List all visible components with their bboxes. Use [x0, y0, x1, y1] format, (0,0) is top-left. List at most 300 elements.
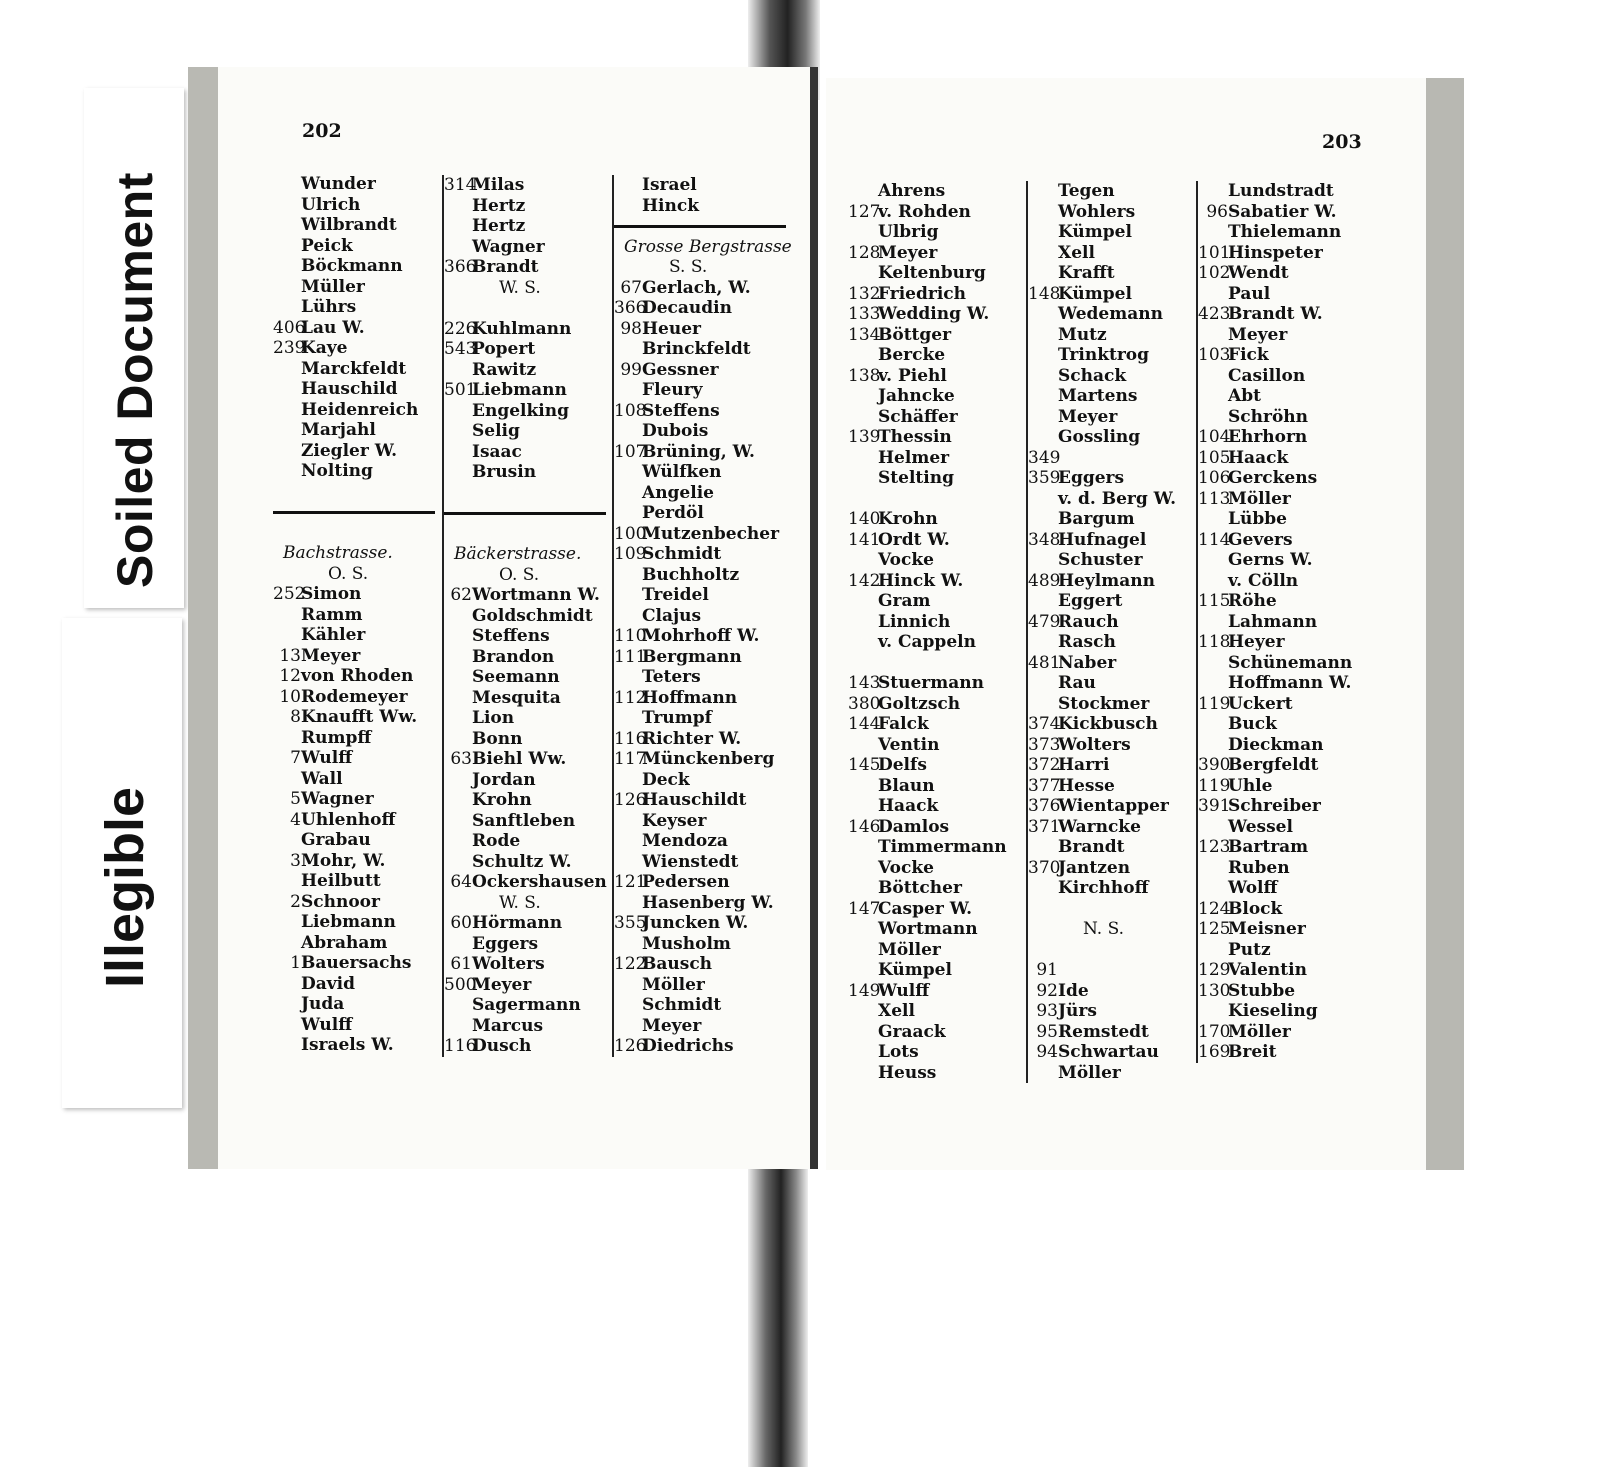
resident-name: v. d. Berg W. — [1058, 488, 1177, 509]
directory-entry — [614, 524, 794, 545]
resident-name: Hertz — [472, 216, 526, 236]
house-number: 60 — [450, 913, 472, 933]
directory-entry — [273, 994, 443, 1015]
resident-name: Schreiber — [1228, 796, 1321, 816]
directory-entry — [273, 851, 443, 872]
directory-entry — [848, 181, 1024, 202]
resident-name: Haack — [878, 796, 939, 816]
resident-name: Wolters — [472, 954, 545, 974]
resident-name: Haack — [1228, 447, 1289, 468]
house-number: 108 — [614, 400, 647, 421]
resident-name: Ziegler W. — [301, 440, 398, 461]
resident-name: Kuhlmann — [472, 318, 572, 339]
directory-entry — [1028, 714, 1198, 735]
right-column-2 — [1026, 181, 1198, 1083]
directory-entry — [273, 584, 443, 605]
directory-entry — [614, 729, 794, 750]
resident-name: Kickbusch — [1058, 714, 1158, 734]
directory-entry — [1028, 1063, 1198, 1084]
house-number: 102 — [1198, 263, 1231, 283]
spacer — [444, 298, 614, 319]
house-number: 119 — [1198, 693, 1231, 714]
directory-entry — [1028, 468, 1198, 489]
house-number: 126 — [614, 1036, 647, 1056]
house-number: 63 — [450, 749, 472, 769]
resident-name: Möller — [1228, 1021, 1291, 1042]
house-number: 112 — [614, 687, 647, 708]
directory-entry — [614, 462, 794, 483]
directory-entry — [1198, 181, 1388, 202]
resident-name: Valentin — [1228, 960, 1307, 980]
resident-name: Hinspeter — [1228, 242, 1323, 263]
house-number: 366 — [444, 257, 477, 277]
resident-name: Hauschildt — [642, 790, 747, 810]
directory-entry — [614, 831, 794, 852]
resident-name: Hertz — [472, 195, 526, 216]
resident-name: Putz — [1228, 939, 1271, 960]
resident-name: Brandt — [1058, 837, 1125, 857]
directory-entry — [848, 858, 1024, 879]
directory-entry — [1198, 448, 1388, 469]
spacer — [1028, 899, 1198, 920]
resident-name: Schmidt — [642, 544, 722, 564]
directory-entry — [273, 605, 443, 626]
resident-name: Möller — [878, 939, 941, 960]
directory-entry — [848, 427, 1024, 448]
resident-name: Wolff — [1228, 878, 1278, 898]
directory-entry — [1028, 345, 1198, 366]
resident-name: Deck — [642, 769, 690, 790]
directory-entry — [273, 625, 443, 646]
resident-name: Rawitz — [472, 359, 537, 380]
resident-name: Rode — [472, 831, 521, 851]
directory-entry — [1198, 776, 1388, 797]
resident-name: Schack — [1058, 365, 1127, 386]
directory-entry — [614, 175, 794, 196]
resident-name: Schröhn — [1228, 406, 1309, 427]
directory-entry — [444, 216, 614, 237]
directory-entry — [1028, 612, 1198, 633]
directory-entry — [273, 789, 443, 810]
resident-name: Ulbrig — [878, 222, 939, 242]
resident-name: Wall — [301, 768, 343, 789]
resident-name: Kähler — [301, 625, 366, 645]
resident-name: Angelie — [642, 482, 714, 503]
directory-entry — [1198, 632, 1388, 653]
directory-entry — [273, 400, 443, 421]
directory-entry — [444, 995, 614, 1016]
street-side-label: O. S. — [499, 564, 540, 585]
house-number: 372 — [1028, 755, 1061, 775]
house-number: 314 — [444, 175, 477, 195]
directory-entry — [1198, 509, 1388, 530]
resident-name: Goldschmidt — [472, 605, 593, 626]
resident-name: Gerckens — [1228, 468, 1318, 488]
resident-name: Liebmann — [472, 380, 567, 400]
resident-name: Perdöl — [642, 503, 704, 523]
directory-entry — [614, 647, 794, 668]
directory-entry — [273, 297, 443, 318]
directory-entry — [1198, 468, 1388, 489]
house-number: 377 — [1028, 775, 1061, 796]
directory-entry — [1198, 386, 1388, 407]
directory-entry — [1028, 837, 1198, 858]
directory-entry — [444, 975, 614, 996]
directory-entry — [1028, 284, 1198, 305]
directory-entry — [1198, 612, 1388, 633]
house-number: 110 — [614, 626, 647, 646]
house-number: 91 — [1036, 960, 1058, 980]
house-number: 1 — [290, 953, 301, 973]
directory-entry — [273, 728, 443, 749]
directory-entry — [614, 278, 794, 299]
directory-entry — [614, 380, 794, 401]
resident-name: Knaufft Ww. — [301, 707, 418, 727]
street-side-label: W. S. — [499, 892, 541, 913]
resident-name: Seemann — [472, 667, 560, 687]
directory-entry — [444, 237, 614, 258]
page-number-left: 202 — [302, 120, 342, 142]
house-number: 5 — [290, 789, 301, 809]
directory-entry — [444, 626, 614, 647]
resident-name: Falck — [878, 714, 929, 734]
resident-name: Friedrich — [878, 283, 967, 304]
house-number: 114 — [1198, 529, 1231, 550]
directory-entry — [273, 215, 443, 236]
house-number: 139 — [848, 427, 881, 447]
directory-entry — [614, 298, 794, 319]
directory-entry — [848, 878, 1024, 899]
resident-name: Ide — [1058, 980, 1089, 1001]
directory-entry — [273, 707, 443, 728]
directory-entry — [273, 871, 443, 892]
resident-name: Böckmann — [301, 256, 403, 276]
directory-entry — [614, 913, 794, 934]
house-number: 391 — [1198, 796, 1231, 816]
resident-name: Mutzenbecher — [642, 523, 780, 544]
directory-entry — [1198, 817, 1388, 838]
house-number: 142 — [848, 570, 881, 591]
resident-name: Simon — [301, 584, 362, 604]
directory-entry — [848, 817, 1024, 838]
resident-name: von Rhoden — [301, 666, 414, 686]
directory-entry — [273, 359, 443, 380]
directory-entry — [1198, 694, 1388, 715]
resident-name: Ruben — [1228, 857, 1290, 878]
street-side-label: O. S. — [328, 563, 369, 584]
resident-name: Brüning, W. — [642, 441, 755, 462]
house-number: 117 — [614, 749, 647, 769]
resident-name: Rasch — [1058, 632, 1116, 652]
directory-entry — [273, 830, 443, 851]
resident-name: Heidenreich — [301, 399, 419, 420]
directory-entry — [1198, 755, 1388, 776]
resident-name: Heyer — [1228, 632, 1285, 652]
resident-name: Teters — [642, 667, 701, 687]
section-divider — [273, 502, 443, 523]
directory-entry — [614, 934, 794, 955]
directory-entry — [1198, 325, 1388, 346]
street-heading: Bäckerstrasse. — [454, 544, 582, 564]
directory-entry — [1028, 407, 1198, 428]
house-number: 8 — [290, 707, 301, 727]
resident-name: Müller — [301, 276, 365, 297]
directory-entry — [848, 1001, 1024, 1022]
resident-name: Meyer — [301, 645, 361, 666]
directory-entry — [1198, 940, 1388, 961]
house-number: 169 — [1198, 1042, 1231, 1062]
directory-entry — [614, 872, 794, 893]
house-number: 370 — [1028, 857, 1061, 878]
directory-entry — [848, 366, 1024, 387]
house-number: 116 — [444, 1036, 477, 1056]
house-number: 111 — [614, 646, 647, 667]
resident-name: Gerns W. — [1228, 550, 1313, 570]
directory-entry — [444, 749, 614, 770]
directory-entry — [1198, 735, 1388, 756]
resident-name: Selig — [472, 421, 520, 441]
resident-name: Schünemann — [1228, 652, 1353, 673]
house-number: 366 — [614, 298, 647, 318]
house-number: 170 — [1198, 1021, 1231, 1042]
house-number: 374 — [1028, 714, 1061, 734]
house-number: 118 — [1198, 632, 1231, 652]
resident-name: Israels W. — [301, 1035, 394, 1055]
resident-name: Clajus — [642, 605, 702, 626]
resident-name: Eggers — [472, 933, 539, 954]
resident-name: Timmermann — [878, 837, 1007, 857]
house-number: 12 — [279, 666, 301, 686]
resident-name: Stubbe — [1228, 980, 1296, 1001]
house-number: 252 — [273, 584, 306, 604]
house-number: 146 — [848, 816, 881, 837]
house-number: 116 — [614, 728, 647, 749]
resident-name: Marcus — [472, 1015, 544, 1036]
house-number: 133 — [848, 304, 881, 324]
directory-entry — [614, 585, 794, 606]
resident-name: Schnoor — [301, 891, 380, 912]
directory-entry — [444, 954, 614, 975]
house-number: 543 — [444, 339, 477, 359]
directory-entry — [444, 872, 614, 893]
illegible-stamp — [62, 618, 182, 1108]
directory-entry — [848, 550, 1024, 571]
directory-entry — [1198, 714, 1388, 735]
resident-name: Musholm — [642, 933, 731, 954]
resident-name: Krohn — [472, 790, 532, 810]
house-number: 147 — [848, 898, 881, 919]
resident-name: Gevers — [1228, 529, 1293, 550]
directory-entry — [273, 1035, 443, 1056]
resident-name: Jahncke — [878, 386, 955, 406]
resident-name: Sabatier W. — [1228, 201, 1337, 222]
resident-name: Stelting — [878, 468, 954, 488]
resident-name: Kirchhoff — [1058, 878, 1149, 898]
directory-entry — [1028, 427, 1198, 448]
resident-name: Wagner — [472, 236, 545, 257]
resident-name: Isaac — [472, 441, 522, 462]
resident-name: Fleury — [642, 380, 703, 400]
resident-name: Decaudin — [642, 298, 732, 318]
house-number: 64 — [450, 872, 472, 892]
resident-name: Lührs — [301, 297, 357, 317]
directory-entry — [444, 770, 614, 791]
resident-name: Xell — [878, 1001, 915, 1021]
directory-entry — [848, 263, 1024, 284]
resident-name: Rumpff — [301, 727, 372, 748]
resident-name: v. Rohden — [878, 201, 971, 222]
directory-entry — [848, 530, 1024, 551]
soiled-document-stamp — [84, 88, 184, 608]
directory-entry — [614, 954, 794, 975]
house-number: 359 — [1028, 468, 1061, 488]
directory-entry — [848, 386, 1024, 407]
directory-entry — [444, 647, 614, 668]
resident-name: Dieckman — [1228, 734, 1324, 755]
resident-name: Lübbe — [1228, 509, 1287, 529]
house-number: 406 — [273, 317, 306, 338]
directory-entry — [1198, 858, 1388, 879]
directory-entry — [1198, 530, 1388, 551]
resident-name: Ulrich — [301, 194, 361, 215]
resident-name: Keyser — [642, 810, 707, 831]
house-number: 355 — [614, 913, 647, 933]
directory-entry — [848, 202, 1024, 223]
house-number: 100 — [614, 523, 647, 544]
resident-name: Bargum — [1058, 509, 1135, 529]
resident-name: Meyer — [1058, 406, 1118, 427]
directory-entry — [848, 325, 1024, 346]
resident-name: Ordt W. — [878, 529, 950, 550]
resident-name: Gessner — [642, 359, 719, 380]
resident-name: Wientapper — [1058, 796, 1169, 816]
resident-name: Schwartau — [1058, 1042, 1159, 1062]
directory-entry — [848, 735, 1024, 756]
house-number: 134 — [848, 324, 881, 345]
resident-name: Hinck — [642, 195, 700, 216]
house-number: 132 — [848, 283, 881, 304]
section-divider — [444, 503, 614, 524]
resident-name: Eggert — [1058, 591, 1123, 611]
resident-name: Trumpf — [642, 708, 712, 728]
resident-name: Krohn — [878, 509, 938, 529]
directory-entry — [848, 243, 1024, 264]
directory-entry — [444, 339, 614, 360]
directory-entry — [614, 626, 794, 647]
house-number: 348 — [1028, 529, 1061, 550]
resident-name: Juda — [301, 994, 345, 1014]
resident-name: Wolters — [1058, 734, 1131, 755]
resident-name: Brandt W. — [1228, 304, 1323, 324]
directory-entry — [614, 708, 794, 729]
directory-entry — [848, 571, 1024, 592]
house-number: 226 — [444, 318, 477, 339]
resident-name: Ehrhorn — [1228, 427, 1308, 447]
resident-name: Ahrens — [878, 181, 946, 201]
house-number: 99 — [620, 359, 642, 380]
resident-name: Vocke — [878, 550, 934, 570]
directory-entry — [444, 688, 614, 709]
directory-entry — [273, 810, 443, 831]
resident-name: Hesse — [1058, 775, 1115, 796]
resident-name: Gram — [878, 591, 931, 611]
house-number: 489 — [1028, 570, 1061, 591]
resident-name: Sagermann — [472, 995, 581, 1015]
resident-name: Stockmer — [1058, 693, 1150, 714]
directory-entry — [1028, 776, 1198, 797]
resident-name: Casper W. — [878, 898, 973, 919]
directory-entry — [1028, 735, 1198, 756]
directory-entry — [273, 338, 443, 359]
directory-entry — [444, 421, 614, 442]
resident-name: Mesquita — [472, 687, 561, 708]
directory-entry — [848, 591, 1024, 612]
resident-name: Brinckfeldt — [642, 339, 751, 359]
house-number: 121 — [614, 872, 647, 892]
resident-name: Wedding W. — [878, 304, 990, 324]
spacer — [848, 489, 1024, 510]
directory-entry — [1198, 284, 1388, 305]
resident-name: Schmidt — [642, 995, 722, 1015]
house-number: 500 — [444, 974, 477, 995]
directory-entry — [273, 174, 443, 195]
resident-name: Rodemeyer — [301, 686, 408, 707]
directory-entry — [848, 714, 1024, 735]
spacer — [444, 483, 614, 504]
resident-name: Ventin — [878, 734, 940, 755]
directory-entry — [1198, 878, 1388, 899]
house-number: 10 — [279, 686, 301, 707]
directory-entry — [444, 606, 614, 627]
directory-entry — [273, 1015, 443, 1036]
resident-name: Lion — [472, 708, 515, 728]
directory-entry — [1028, 817, 1198, 838]
resident-name: Damlos — [878, 816, 950, 837]
directory-entry — [1028, 591, 1198, 612]
directory-entry — [1028, 448, 1198, 469]
house-number: 4 — [290, 809, 301, 830]
house-number: 13 — [279, 645, 301, 666]
resident-name: Rau — [1058, 673, 1096, 693]
house-number: 143 — [848, 673, 881, 693]
house-number: 423 — [1198, 304, 1231, 324]
directory-entry — [1028, 530, 1198, 551]
resident-name: Mendoza — [642, 831, 728, 851]
resident-name: Abt — [1228, 386, 1261, 406]
resident-name: Wülfken — [642, 462, 722, 482]
resident-name: Ockershausen — [472, 872, 607, 892]
directory-entry — [273, 236, 443, 257]
resident-name: Wagner — [301, 789, 374, 809]
resident-name: Abraham — [301, 932, 388, 953]
directory-entry — [848, 837, 1024, 858]
resident-name: Hinck W. — [878, 570, 964, 591]
resident-name: Graack — [878, 1021, 946, 1042]
directory-entry — [1198, 571, 1388, 592]
directory-entry — [848, 448, 1024, 469]
resident-name: Blaun — [878, 775, 935, 796]
house-number: 501 — [444, 380, 477, 400]
resident-name: Brusin — [472, 462, 537, 482]
resident-name: Hoffmann W. — [1228, 673, 1352, 693]
resident-name: Engelking — [472, 400, 569, 421]
house-number: 481 — [1028, 652, 1061, 673]
resident-name: Buck — [1228, 714, 1277, 734]
resident-name: Biehl Ww. — [472, 749, 567, 769]
directory-entry — [614, 852, 794, 873]
directory-entry — [1028, 489, 1198, 510]
house-number: 130 — [1198, 980, 1231, 1001]
